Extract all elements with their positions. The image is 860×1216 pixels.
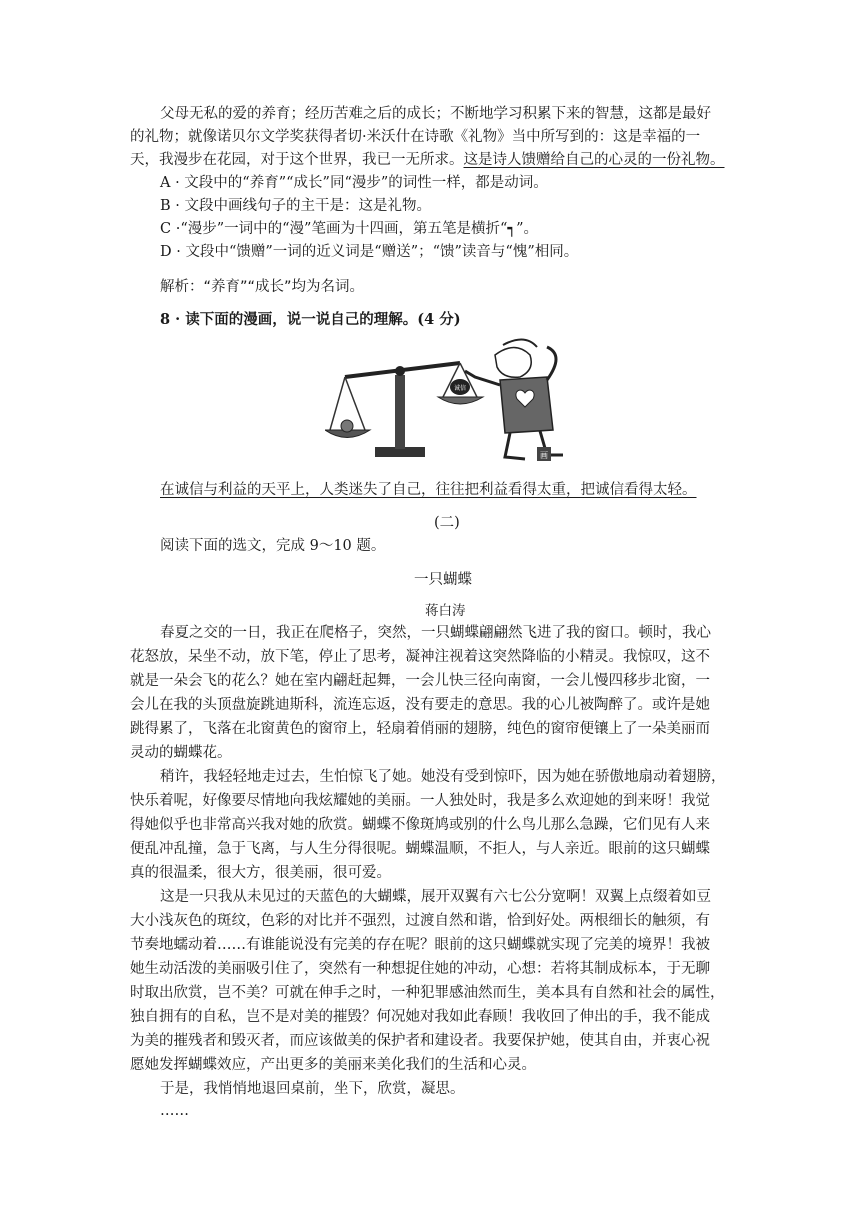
passage-line: 快乐着呢，好像要尽情地向我炫耀她的美丽。一人独处时，我是多么欢迎她的到来呀！我觉 (130, 793, 710, 809)
scale-pillar (395, 375, 405, 449)
passage-line: 独自拥有的自私，岂不是对美的摧毁？何况她对我如此春顾！我收回了伸出的手，我不能成 (130, 1009, 710, 1025)
passage-line: 稍许，我轻轻地走过去，生怕惊飞了她。她没有受到惊吓，因为她在骄傲地扇动着翅膀， (160, 769, 726, 785)
passage-line: 节奏地蠕动着……有谁能说没有完美的存在呢？眼前的这只蝴蝶就实现了完美的境界！我被 (130, 937, 710, 953)
man-head (495, 348, 531, 378)
passage-ellipsis: …… (160, 1103, 189, 1119)
passage-line: 大小浅灰色的斑纹，色彩的对比并不强烈，过渡自然和谐，恰到好处。两根细长的触须，有 (130, 913, 710, 929)
passage-line: 就是一朵会飞的花么？她在室内翩赶起舞，一会儿快三径向南窗，一会儿慢四移步北窗，一 (130, 673, 710, 689)
q8-title (160, 309, 461, 331)
passage-line: 春夏之交的一日，我正在爬格子，突然，一只蝴蝶翩翩然飞进了我的窗口。顿时，我心 (160, 625, 711, 641)
q7-paragraph-line-3 (130, 149, 725, 171)
passage-line: 为美的摧残者和毁灭者，而应该做美的保护者和建设者。我要保护她，使其自由，并衷心祝 (130, 1033, 710, 1049)
passage-line: 跳得累了，飞落在北窗黄色的窗帘上，轻扇着俏丽的翅膀，纯色的窗帘便镶上了一朵美丽而 (130, 721, 710, 737)
passage-line: 便乱冲乱撞，急于飞离，与人生分得很呢。蝴蝶温顺，不拒人，与人亲近。眼前的这只蝴蝶 (130, 841, 710, 857)
section-instruction: 阅读下面的选文，完成 9～10 题。 (160, 538, 386, 554)
q7-paragraph-line-2: 的礼物；就像诺贝尔文学奖获得者切·米沃什在诗歌《礼物》当中所写到的：这是幸福的一 (130, 129, 701, 145)
q7-analysis: 解析：“养育”“成长”均为名词。 (160, 279, 365, 295)
passage-author: 蒋白涛 (425, 603, 466, 619)
seal-text: 画 (540, 451, 548, 460)
passage-line: 花怒放，呆坐不动，放下笔，停止了思考，凝神注视着这突然降临的小精灵。我惊叹，这不 (130, 649, 710, 665)
passage-title: 一只蝴蝶 (414, 572, 472, 588)
q8-title-text: 8 · 读下面的漫画，说一说自己的理解。(4 分) (160, 311, 461, 328)
q7-option-d: D · 文段中“馈赠”一词的近义词是“赠送”；“馈”读音与“愧”相同。 (160, 244, 579, 260)
passage-line: 愿她发挥蝴蝶效应，产出更多的美丽来美化我们的生活和心灵。 (130, 1057, 536, 1073)
q7-paragraph-line-1: 父母无私的爱的养育；经历苦难之后的成长；不断地学习积累下来的智慧，这都是最好 (160, 106, 711, 122)
money-bag-icon (341, 420, 353, 432)
passage-line: 她生动活泼的美丽吸引住了，突然有一种想捉住她的冲动，心想：若将其制成标本，于无聊 (130, 961, 710, 977)
q7-plain-text: 天，我漫步在花园，对于这个世界，我已一无所求。 (130, 152, 464, 168)
q7-option-a: A · 文段中的“养育”“成长”同“漫步”的词性一样，都是动词。 (160, 175, 548, 191)
right-scale-pan (438, 397, 483, 404)
section-heading: (二) (434, 515, 460, 531)
q7-underlined-sentence: 这是诗人馈赠给自己的心灵的一份礼物。 (463, 152, 725, 168)
q8-answer: 在诚信与利益的天平上，人类迷失了自己，往往把利益看得太重，把诚信看得太轻。 (160, 482, 697, 498)
passage-line: 真的很温柔，很大方，很美丽，很可爱。 (130, 865, 391, 881)
passage-line: 灵动的蝴蝶花。 (130, 745, 232, 761)
pan-label: 诚信 (453, 385, 467, 392)
q7-option-b: B · 文段中画线句子的主干是：这是礼物。 (160, 198, 431, 214)
man-legs (505, 431, 563, 459)
passage-line: 于是，我悄悄地退回桌前，坐下，欣赏，凝思。 (160, 1081, 465, 1097)
q7-option-c: C ·“漫步”一词中的“漫”笔画为十四画，第五笔是横折“┑”。 (160, 221, 539, 237)
balance-scale-cartoon (325, 335, 575, 465)
passage-line: 会儿在我的头顶盘旋跳迪斯科，流连忘返，没有要走的意思。我的心儿被陶醉了。或许是她 (130, 697, 710, 713)
scale-pivot (395, 366, 405, 376)
passage-line: 时取出欣赏，岂不美？可就在伸手之时，一种犯罪感油然而生，美本具有自然和社会的属性， (130, 985, 725, 1001)
passage-line: 得她似乎也非常高兴我对她的欣赏。蝴蝶不像斑鸠或别的什么鸟儿那么急躁，它们见有人来 (130, 817, 710, 833)
passage-line: 这是一只我从未见过的天蓝色的大蝴蝶，展开双翼有六七公分宽啊！双翼上点缀着如豆 (160, 889, 711, 905)
